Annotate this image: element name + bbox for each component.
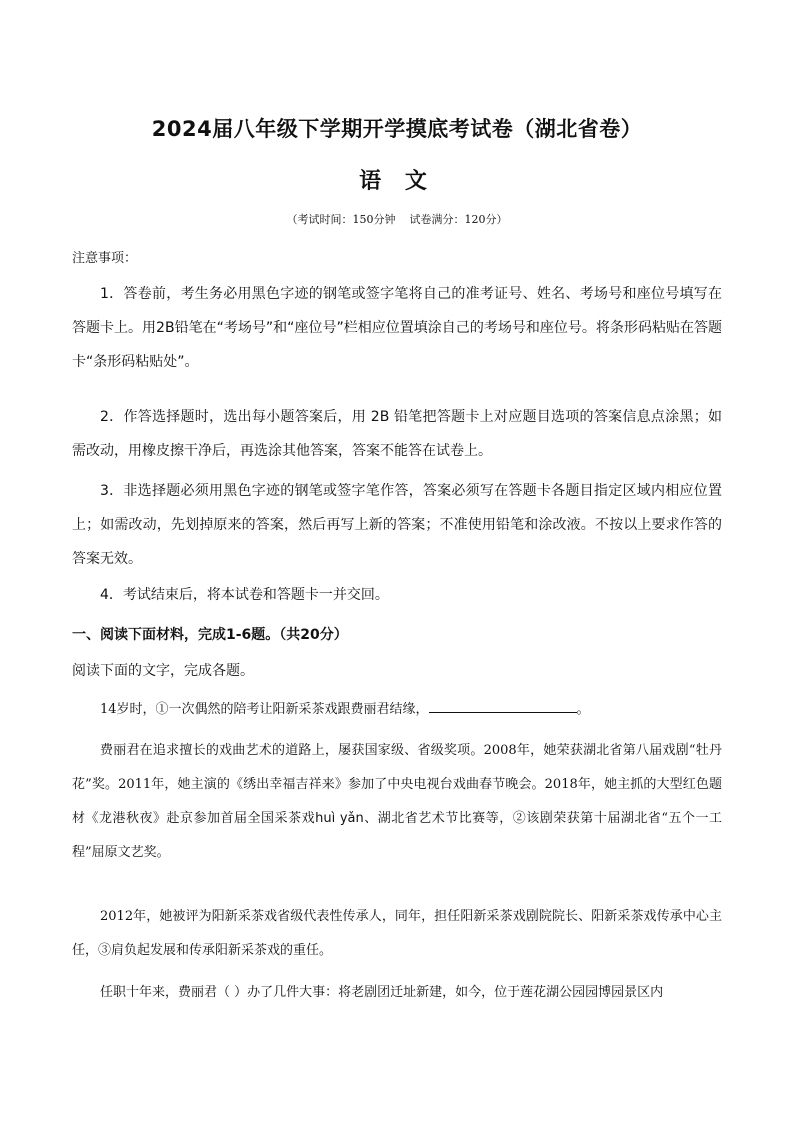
exam-title: 2024届八年级下学期开学摸底考试卷（湖北省卷） (151, 117, 643, 141)
notice-item-2: 2．作答选择题时，选出每小题答案后，用 2B 铅笔把答题卡上对应题目选项的答案信息点涂黑；如需改动，用橡皮擦干净后，再选涂其他答案，答案不能答在试卷上。 (72, 409, 722, 459)
answer-blank (429, 698, 577, 713)
passage-paragraph-2 (72, 734, 722, 870)
passage-paragraph-4: 任职十年来，费丽君（ ）办了几件大事：将老剧团迁址新建，如今，位于莲花湖公园园博园景区内 (100, 985, 664, 1000)
notice-item-4: 4．考试结束后，将本试卷和答题卡一并交回。 (100, 587, 389, 603)
passage-p2-part1: 费丽君在追求擅长的戏曲艺术的道路上，屡获国家级、省级奖项。2008年，她荣获湖北省第八届戏剧“牡丹花”奖。2011年，她主演的《绣出幸福吉祥来》参加了中央电视台戏曲春节晚会。2018年，她主抓的大型红色题材《龙港秋夜》赴京参加首届全国采茶戏 (72, 743, 722, 826)
passage-p1-end: 。 (576, 702, 590, 717)
exam-score: 试卷满分：120分） (409, 213, 508, 226)
subject-title: 语 文 (359, 169, 435, 194)
passage-paragraph-1 (72, 693, 722, 727)
passage-pinyin: huì yǎn (315, 811, 364, 826)
exam-info (0, 211, 794, 227)
reading-instruction: 阅读下面的文字，完成各题。 (72, 663, 254, 679)
exam-time: （考试时间：150分钟 (286, 213, 396, 226)
notice-heading: 注意事项： (72, 251, 138, 266)
passage-p2-part2: 、湖北省艺术节比赛等，②该剧荣获第十届湖北省“五个一工程”屈原文艺奖。 (72, 811, 723, 860)
passage-p1-text: 14岁时，①一次偶然的陪考让阳新采茶戏跟费丽君结缘， (100, 702, 429, 717)
notice-item-1: 1．答卷前，考生务必用黑色字迹的钢笔或签字笔将自己的准考证号、姓名、考场号和座位号填写在答题卡上。用2B铅笔在“考场号”和“座位号”栏相应位置填涂自己的考场号和座位号。将条形码粘贴在答题卡“条形码粘贴处”。 (72, 286, 722, 370)
passage-paragraph-3: 2012年，她被评为阳新采茶戏省级代表性传承人，同年，担任阳新采茶戏剧院院长、阳新采茶戏传承中心主任，③肩负起发展和传承阳新采茶戏的重任。 (72, 909, 722, 958)
notice-item-3: 3．非选择题必须用黑色字迹的钢笔或签字笔作答，答案必须写在答题卡各题目指定区域内相应位置上；如需改动，先划掉原来的答案，然后再写上新的答案；不准使用铅笔和涂改液。不按以上要求作答的答案无效。 (72, 483, 722, 567)
section-heading: 一、阅读下面材料，完成1-6题。（共20分） (72, 627, 348, 643)
